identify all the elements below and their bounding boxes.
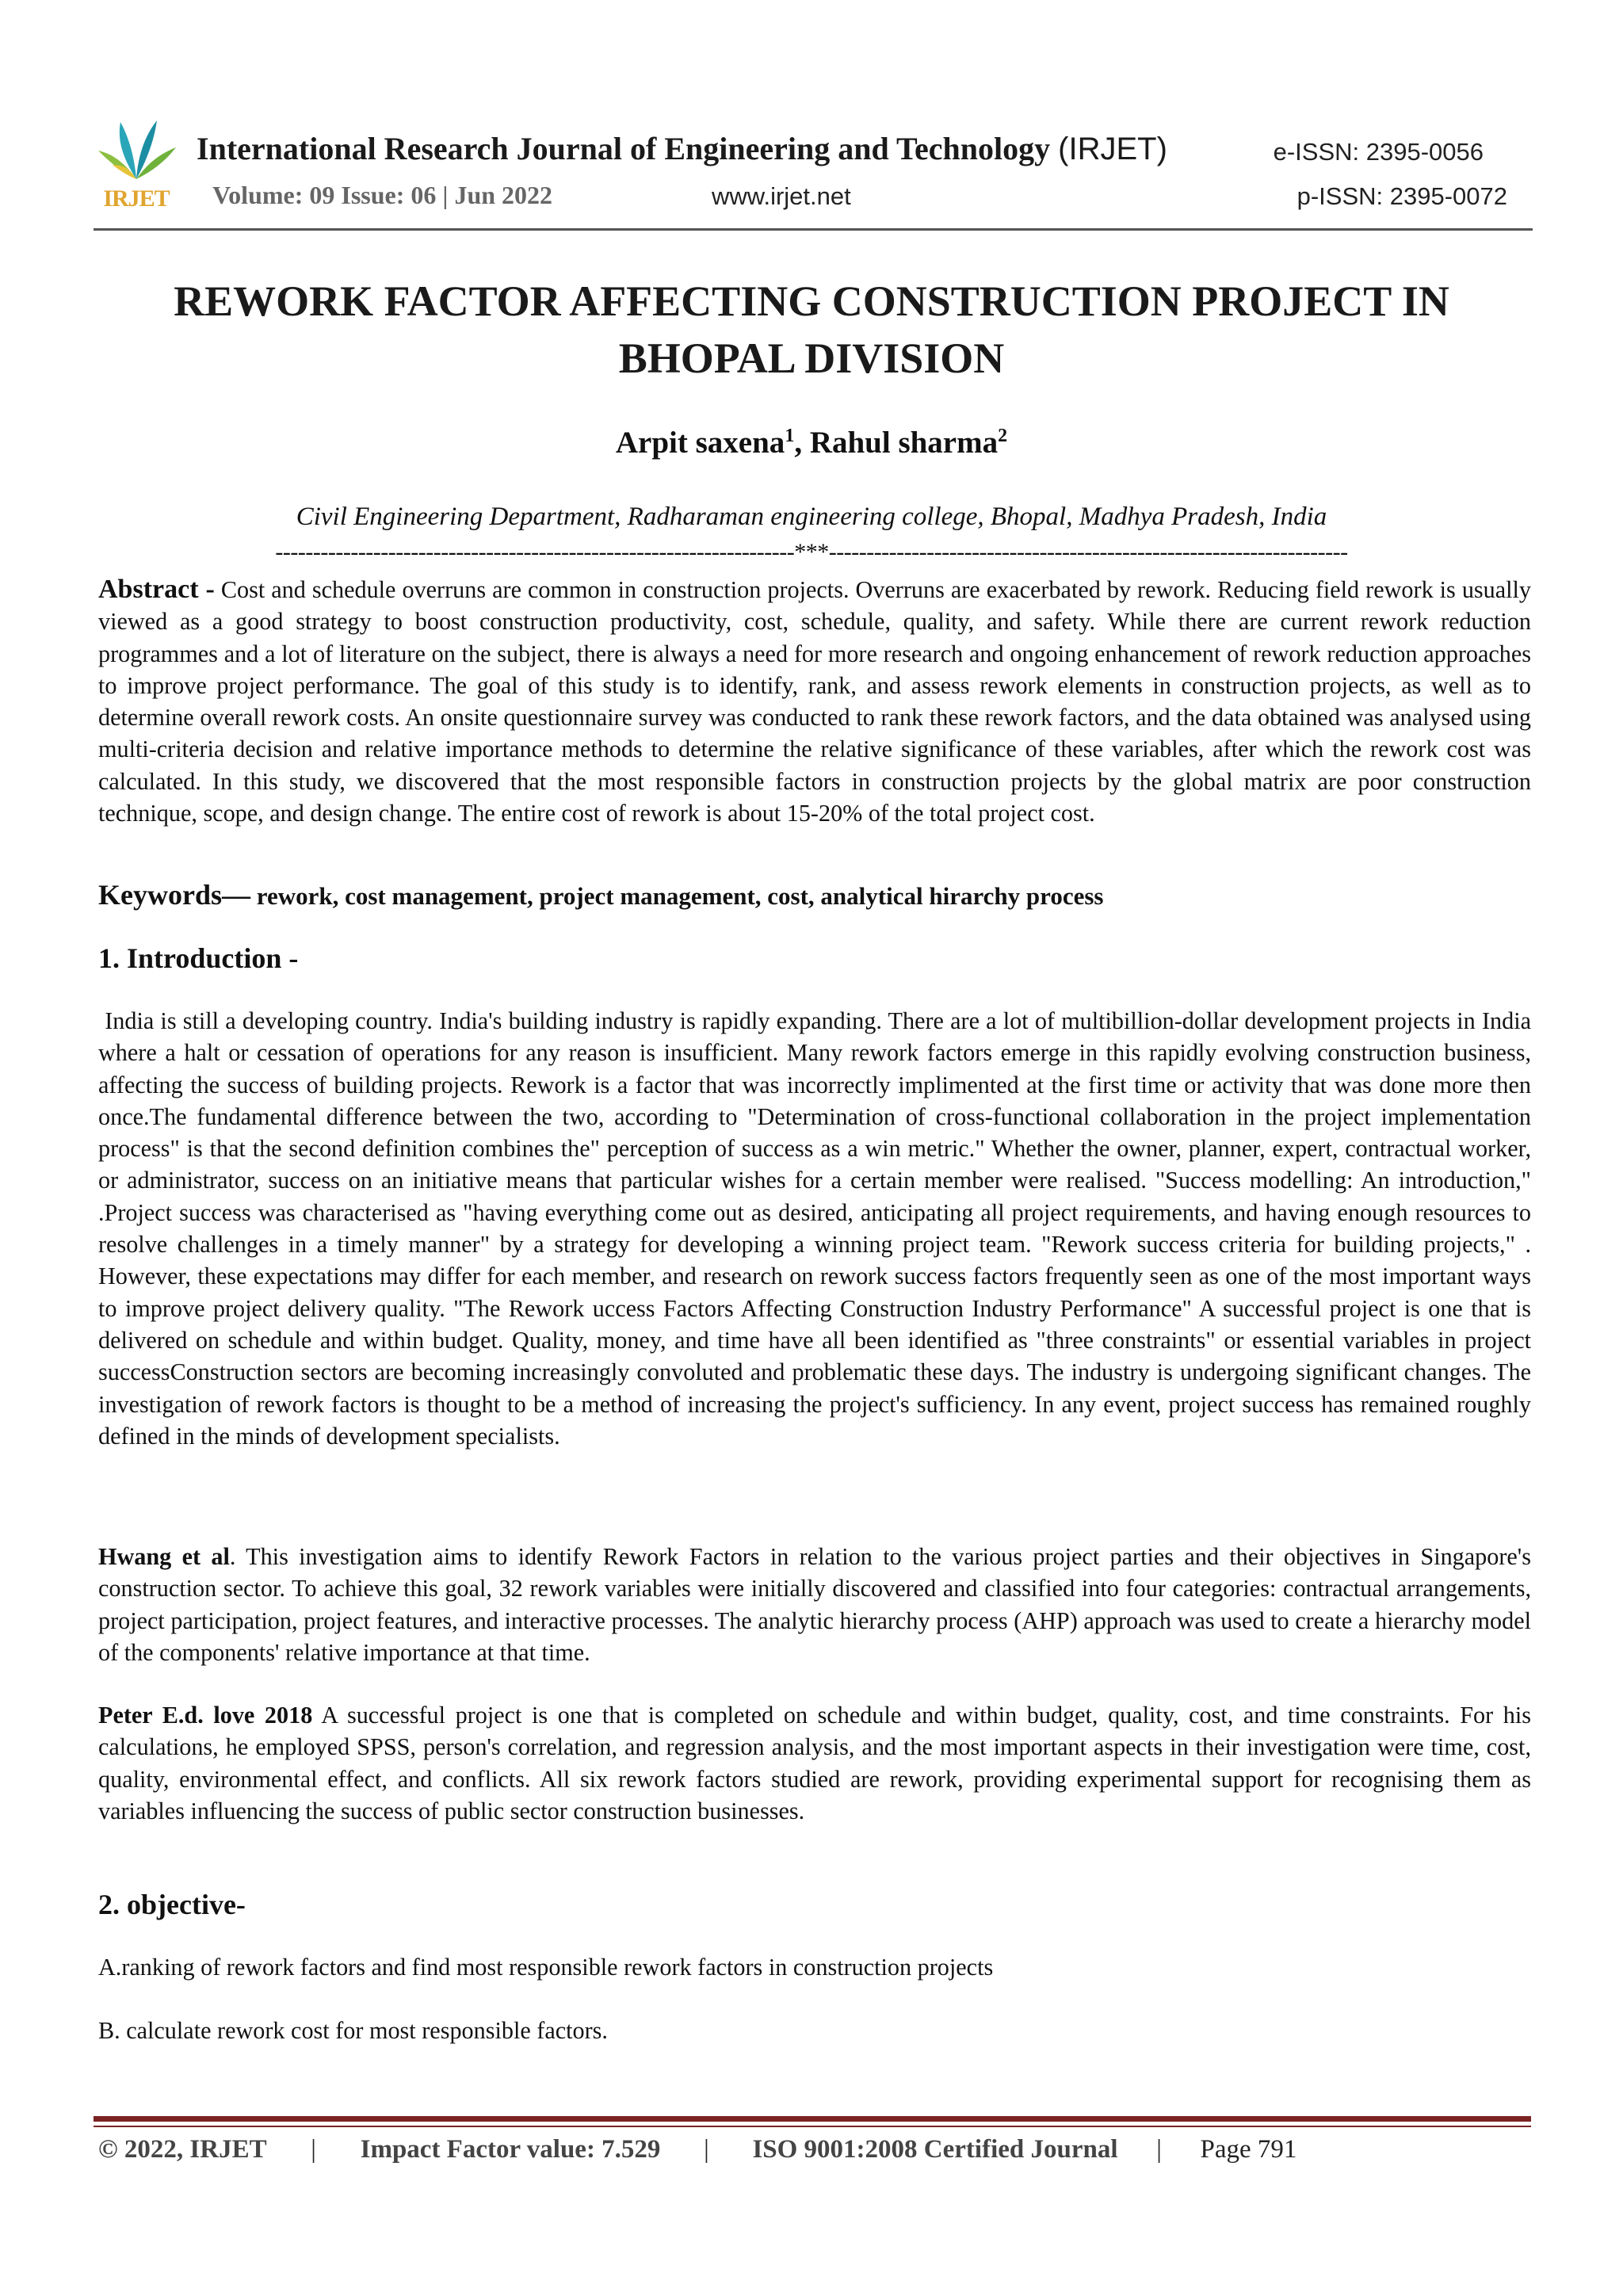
journal-title [197,130,1167,167]
footer-iso: ISO 9001:2008 Certified Journal [752,2135,1118,2164]
hwang-paragraph [98,1541,1531,1668]
footer-divider-thin [94,2126,1531,2127]
footer-divider-3: | [1156,2135,1162,2164]
hwang-text: . This investigation aims to identify Rework Factors in relation to the various project parties and their objectives in Singapore's construction sector. To achieve this goal, 32 rework variables were initially discovered and classified into four categories: contractual arrangements, project participation, project features, and interactive processes. The analytic hierarchy process (AHP) approach was used to create a hierarchy model of the components' relative importance at that time. [98,1543,1531,1666]
journal-name: International Research Journal of Engineering and Technology [197,131,1051,166]
keywords-label: Keywords— [98,879,250,911]
keywords [98,878,1531,911]
section-separator: ---------------------------------------------------------------------***--------------------------------------------------------------------- [275,539,1348,565]
footer-divider-1: | [311,2135,316,2164]
hwang-label: Hwang et al [98,1543,230,1570]
introduction-paragraph [98,1005,1531,1452]
authors [0,425,1623,460]
author-1: Arpit saxena [615,426,785,460]
keywords-text: rework, cost management, project management, cost, analytical hirarchy process [256,882,1104,910]
eissn: e-ISSN: 2395-0056 [1273,138,1484,166]
page-footer [98,2135,1296,2164]
love-paragraph [98,1699,1531,1827]
volume-info: Volume: 09 Issue: 06 | Jun 2022 [212,181,553,209]
header-divider [94,228,1533,231]
footer-copyright: © 2022, IRJET [98,2135,267,2164]
paper-title: REWORK FACTOR AFFECTING CONSTRUCTION PROJECT IN BHOPAL DIVISION [174,277,1449,382]
footer-divider-2: | [704,2135,709,2164]
abstract [98,574,1531,829]
pissn: p-ISSN: 2395-0072 [1296,182,1507,210]
author-separator: , [794,426,810,460]
objective-item-b: B. calculate rework cost for most responsible factors. [98,2017,608,2044]
section-heading-introduction: 1. Introduction - [98,942,299,974]
footer-divider-thick [94,2116,1531,2122]
love-text: A successful project is one that is completed on schedule and within budget, quality, cost, and time constraints. For his calculations, he employed SPSS, person's correlation, and regression analysis, and the most important aspects in their investigation were time, cost, quality, environmental effect, and conflicts. All six rework factors studied are rework, providing experimental support for recognising them as variables influencing the success of public sector construction businesses. [98,1702,1531,1824]
objective-item-a: A.ranking of rework factors and find most responsible rework factors in construction projects [98,1954,994,1981]
affiliation: Civil Engineering Department, Radharaman engineering college, Bhopal, Madhya Pradesh, India [296,502,1327,531]
author-2-affil: 2 [998,426,1008,446]
introduction-text: India is still a developing country. India's building industry is rapidly expanding. There are a lot of multibillion-dollar development projects in India where a halt or cessation of operations for any reason is insufficient. Many rework factors emerge in this rapidly evolving construction business, affecting the success of building projects. Rework is a factor that was incorrectly implimented at the first time or activity that was done more then once.The fundamental difference between the two, according to "Determination of cross-functional collaboration in the project implementation process" is that the second definition combines the" perception of success as a win metric." Whether the owner, planner, expert, contractual worker, or administrator, success on an initiative means that particular wishes for a certain member were realised. "Success modelling: An introduction," .Project success was characterised as "having everything come out as desired, anticipating all project requirements, and having enough resources to resolve challenges in a timely manner" by a strategy for developing a winning project team. "Rework success criteria for building projects," . However, these expectations may differ for each member, and research on rework success factors frequently seen as one of the most important ways to improve project delivery quality. "The Rework uccess Factors Affecting Construction Industry Performance" A successful project is one that is delivered on schedule and within budget. Quality, money, and time have all been identified as "three constraints" or essential variables in project successConstruction sectors are becoming increasingly convoluted and problematic these days. The industry is undergoing significant changes. The investigation of rework factors is thought to be a method of increasing the project's sufficiency. In any event, project success has remained roughly defined in the minds of development specialists. [98,1007,1531,1450]
love-label: Peter E.d. love 2018 [98,1702,313,1729]
logo-wordmark: IRJET [103,185,170,212]
footer-impact-factor: Impact Factor value: 7.529 [360,2135,661,2164]
footer-page-number: Page 791 [1200,2135,1297,2164]
abstract-label: Abstract - [98,575,215,604]
abstract-text: Cost and schedule overruns are common in construction projects. Overruns are exacerbated by rework. Reducing field rework is usually viewed as a good strategy to boost construction productivity, cost, schedule, quality, and safety. While there are current rework reduction programmes and a lot of literature on the subject, there is always a need for more research and ongoing enhancement of rework reduction approaches to improve project performance. The goal of this study is to identify, rank, and assess rework elements in construction projects, as well as to determine overall rework costs. An onsite questionnaire survey was conducted to rank these rework factors, and the data obtained was analysed using multi-criteria decision and relative importance methods to determine the relative significance of these variables, after which the rework cost was calculated. In this study, we discovered that the most responsible factors in construction projects by the global matrix are poor construction technique, scope, and design change. The entire cost of rework is about 15-20% of the total project cost. [98,576,1532,827]
section-heading-objective: 2. objective- [98,1889,246,1920]
irjet-logo [94,116,179,212]
author-1-affil: 1 [785,426,795,446]
journal-website[interactable]: www.irjet.net [712,182,851,210]
journal-abbr: (IRJET) [1058,132,1167,166]
author-2: Rahul sharma [809,426,999,460]
